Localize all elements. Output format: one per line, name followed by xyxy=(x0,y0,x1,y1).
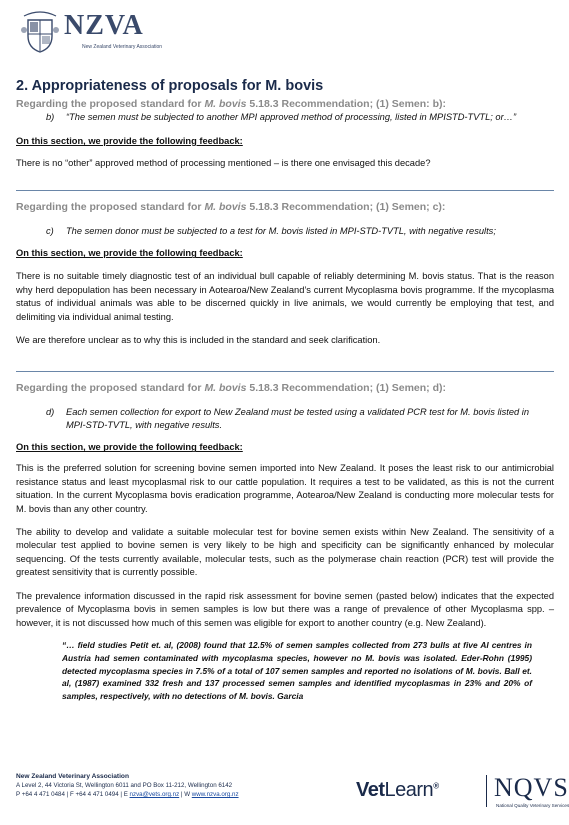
nzva-crest-icon xyxy=(20,10,60,54)
proposal-block-d xyxy=(16,382,554,702)
page-header xyxy=(18,8,218,56)
footer-address: A Level 2, 44 Victoria St, Wellington 6011 and PO Box 11-212, Wellington 6142 xyxy=(16,782,233,789)
nqvs-logo-subtitle: National Quality Veterinary Services xyxy=(496,803,569,808)
section-divider xyxy=(16,190,554,191)
standard-quote: b) “The semen must be subjected to another MPI approved method of processing, listed in MPISTD-TVTL; or…” xyxy=(46,112,517,122)
feedback-paragraph: There is no suitable timely diagnostic test of an individual bull capable of reliably determining M. bovis status. That is the reason why herd depopulation has been necessary in Aotearoa/New Zealand’s current Mycoplasma bovis programme. If the mycoplasma status of individual animals was able to be discerned quickly in live animals, we would currently be employing that test, and delimiting via individual animal testing. xyxy=(16,271,554,322)
standard-quote: c) The semen donor must be subjected to a test for M. bovis listed in MPI-STD-TVTL, with negative results; xyxy=(46,226,496,237)
footer-org-name: New Zealand Veterinary Association xyxy=(16,773,129,780)
document-body xyxy=(16,78,554,703)
standard-quote: d) Each semen collection for export to New Zealand must be tested using a validated PCR test for M. bovis listed in MPI-STD-TVTL, with negative results. xyxy=(46,407,530,431)
vetlearn-logo: VetLearn® xyxy=(356,779,439,801)
nqvs-logo: NQVS xyxy=(494,773,569,802)
feedback-heading: On this section, we provide the following feedback: xyxy=(16,248,243,259)
regarding-heading: Regarding the proposed standard for M. bovis 5.18.3 Recommendation; (1) Semen; d): xyxy=(16,382,446,395)
feedback-heading: On this section, we provide the following feedback: xyxy=(16,136,243,146)
feedback-paragraph: The prevalence information discussed in the rapid risk assessment for bovine semen (pasted below) indicates that the expected prevalence of Mycoplasma bovis in semen samples is low but there was a range of prevalence of other Mycoplasma spp. – however, it is not discussed how much of this semen was eligible for export to another country (e.g. New Zealand). xyxy=(16,590,554,628)
proposal-block-c xyxy=(16,201,554,347)
footer-email-link[interactable]: nzva@vets.org.nz xyxy=(129,791,180,798)
regarding-heading: Regarding the proposed standard for M. bovis 5.18.3 Recommendation; (1) Semen; c): xyxy=(16,201,446,214)
section-title: 2. Appropriateness of proposals for M. bovis xyxy=(16,78,324,94)
footer-web-link[interactable]: www.nzva.org.nz xyxy=(191,791,239,798)
feedback-paragraph: There is no “other” approved method of processing mentioned – is there one envisaged this decade? xyxy=(16,158,431,168)
nzva-logo-subtitle: New Zealand Veterinary Association xyxy=(82,44,163,50)
logo-divider xyxy=(486,775,487,807)
risk-assessment-excerpt: “… field studies Petit et. al, (2008) found that 12.5% of semen samples collected from 273 bulls at five AI centres in Austria had semen contaminated with mycoplasma species, however no M. bovis was isolated. Eder-Rohn (1995) detected mycoplasma species in 7.5% of a total of 107 semen samples and reported no isolations of M. bovis. Ball et. al, (1987) examined 332 fresh and 137 processed semen samples and identified mycoplasmas in 23% and 20% of samples, respectively, with no detections of M. bovis. Garcia xyxy=(62,639,532,702)
feedback-paragraph: The ability to develop and validate a suitable molecular test for bovine semen exists within New Zealand. The sensitivity of a molecular test applied to bovine semen is very likely to be high and specificity can be significantly enhanced by molecular sequencing. Of the tests currently available, molecular tests, such as the polymerase chain reaction (PCR) test will provide the greatest sensitivity that is currently possible. xyxy=(16,527,554,578)
page-footer xyxy=(16,773,569,813)
footer-contact: P +64 4 471 0484 | F +64 4 471 0494 | E nzva@vets.org.nz | W www.nzva.org.nz xyxy=(16,791,239,798)
nzva-logo-text: NZVA xyxy=(64,10,144,41)
section-divider xyxy=(16,371,554,372)
regarding-heading: Regarding the proposed standard for M. bovis 5.18.3 Recommendation; (1) Semen: b): xyxy=(16,98,446,110)
feedback-paragraph: We are therefore unclear as to why this is included in the standard and seek clarification. xyxy=(16,335,381,346)
feedback-heading: On this section, we provide the following feedback: xyxy=(16,442,243,453)
proposal-block-b xyxy=(16,98,554,170)
feedback-paragraph: This is the preferred solution for screening bovine semen imported into New Zealand. It poses the least risk to our antimicrobial resistance status and least mycoplasmal risk to our cattle population. It requires a test to be validated, as this is not the current situation. In the current Mycoplasma bovis eradication programme, Aotearoa/New Zealand is conducting more molecular tests for M. bovis than any other country. xyxy=(16,463,554,514)
